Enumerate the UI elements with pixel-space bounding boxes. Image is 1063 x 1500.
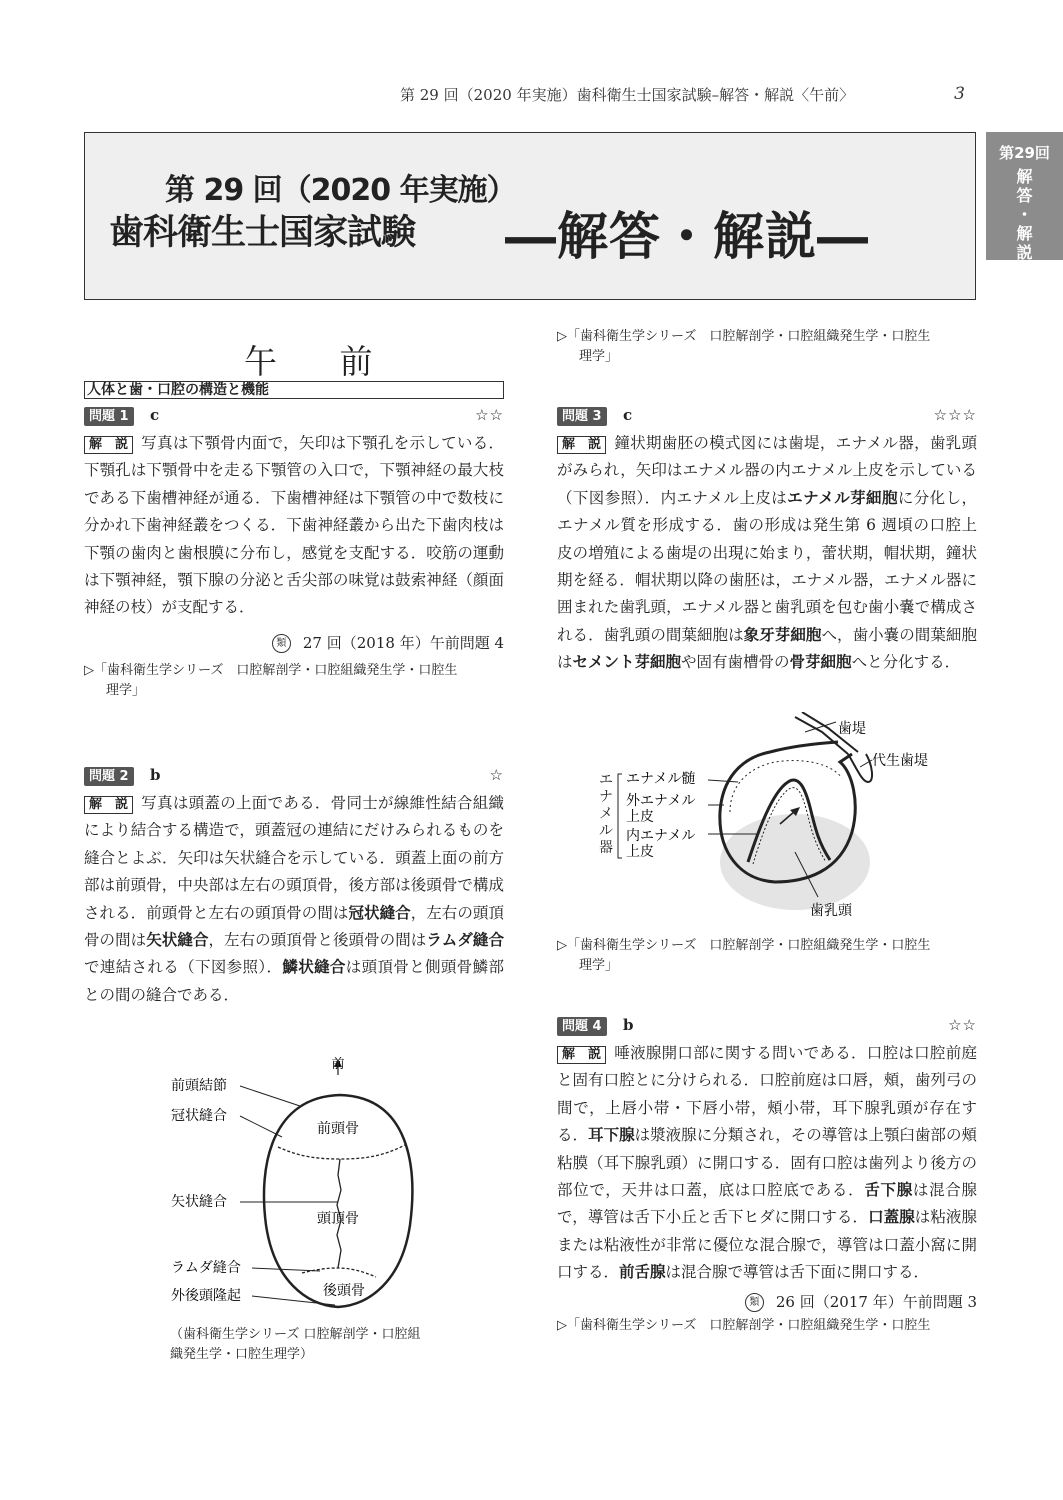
reference-q2 — [557, 327, 977, 367]
keyword: セメント芽細胞 — [572, 653, 682, 672]
text-run: は混合腺で，導管は舌下小丘と舌下ヒダに開口する． — [557, 1181, 977, 1227]
difficulty-stars: ☆☆ — [948, 1016, 977, 1034]
title-box — [84, 132, 976, 300]
label-kanjo-hogo: 冠状縫合 — [171, 1108, 227, 1124]
label-shitei: 歯堤 — [838, 721, 866, 737]
skull-figure — [160, 1055, 460, 1375]
label-enamel-organ: エナメル器 — [599, 772, 613, 856]
kaisetsu-label: 解 説 — [84, 436, 133, 454]
label-outer-enamel-2: 上皮 — [626, 809, 654, 825]
reference-line: ▷「歯科衛生学シリーズ 口腔解剖学・口腔組織発生学・口腔生 — [84, 663, 458, 679]
side-tab-bottom: 解 答 ・ 解 説 — [1016, 167, 1033, 262]
question-1-header — [84, 406, 504, 428]
label-lambda-hogo: ラムダ縫合 — [171, 1260, 241, 1276]
keyword: 口蓋腺 — [868, 1208, 915, 1227]
side-tab — [986, 132, 1063, 260]
answer: c — [623, 406, 633, 424]
keyword: 骨芽細胞 — [789, 653, 852, 672]
kaisetsu-label: 解 説 — [557, 1046, 606, 1064]
label-frontal-bone: 前頭骨 — [317, 1121, 359, 1137]
keyword: 前舌腺 — [619, 1263, 666, 1282]
reference-line: ▷「歯科衛生学シリーズ 口腔解剖学・口腔組織発生学・口腔生 — [557, 329, 931, 344]
question-3-header — [557, 406, 977, 428]
answer: b — [150, 766, 161, 784]
question-badge: 問題 2 — [84, 767, 134, 786]
keyword: 舌下腺 — [864, 1181, 913, 1200]
reference-line: 理学」 — [579, 958, 619, 973]
text-run: へ，歯小嚢の間葉細胞は — [557, 625, 977, 672]
text-run: は漿液腺に分類され，その導管は上顎臼歯部の頰粘膜（耳下腺乳頭）に開口する．固有口腔は歯列より後方の部位で，天井は口蓋，底は口腔底である． — [557, 1126, 977, 1200]
section-heading: 午 前 — [244, 342, 399, 381]
difficulty-stars: ☆ — [489, 766, 504, 784]
related-question — [84, 632, 504, 654]
text-run: は混合腺で導管は舌下面に開口する． — [665, 1263, 930, 1282]
answer: c — [150, 406, 160, 424]
keyword: 矢状縫合 — [146, 931, 209, 950]
text-run: は頭頂骨と側頭骨鱗部との間の縫合である． — [84, 958, 504, 1004]
group-bracket — [618, 774, 622, 858]
rui-icon: 類 — [745, 1293, 764, 1312]
label-zento-kessetsu: 前頭結節 — [171, 1078, 227, 1094]
question-1 — [84, 406, 504, 701]
explanation — [84, 430, 504, 622]
related-question-text: 27 回（2018 年）午前問題 4 — [302, 633, 504, 652]
text-run: に分化し，エナメル質を形成する．歯の形成は発生第 6 週頃の口腔上皮の増殖による歯堤の出現に始まり，蕾状期，帽状期，鐘状期を経る．帽状期以降の歯胚は，エナメル器，エナメル器に囲まれた歯乳頭，エナメル器と歯乳頭を包む歯小嚢で構成される．歯乳頭の間葉細胞は — [557, 488, 977, 644]
dental-papilla-shading — [720, 814, 870, 910]
label-dental-papilla: 歯乳頭 — [810, 903, 852, 919]
label-outer-enamel-1: 外エナメル — [626, 793, 696, 809]
front-label: 前 — [331, 1057, 345, 1072]
leader-line — [240, 1086, 300, 1106]
label-daisei-shitei: 代生歯堤 — [872, 753, 928, 769]
label-inner-enamel-2: 上皮 — [626, 844, 654, 860]
question-3 — [557, 406, 977, 677]
keyword: 耳下腺 — [588, 1126, 635, 1145]
text-run: や固有歯槽骨の — [681, 653, 790, 672]
keyword: 鱗状縫合 — [282, 958, 346, 977]
text-run: 唾液腺開口部に関する問いである．口腔は口腔前庭と固有口腔とに分けられる．口腔前庭は口唇，頰，歯列弓の間で，上唇小帯・下唇小帯，頰小帯，耳下腺乳頭が存在する． — [557, 1044, 977, 1145]
keyword: 象牙芽細胞 — [743, 625, 822, 644]
related-question-text: 26 回（2017 年）午前問題 3 — [775, 1292, 977, 1311]
title-line-1: 第 29 回（2020 年実施） — [165, 173, 516, 208]
running-title: 第 29 回（2020 年実施）歯科衛生士国家試験–解答・解説〈午前〉 — [400, 86, 855, 104]
title-line-3: ―解答・解説― — [505, 208, 870, 267]
label-enamel-pulp: エナメル髄 — [626, 771, 696, 787]
question-badge: 問題 4 — [557, 1017, 607, 1036]
question-2 — [84, 766, 504, 1009]
text-run: ，左右の頭頂骨と後頭骨の間は — [208, 931, 427, 950]
keyword: ラムダ縫合 — [426, 931, 504, 950]
rui-icon: 類 — [272, 634, 291, 653]
question-badge: 問題 3 — [557, 407, 607, 426]
text-run: は粘液腺または粘液性が非常に優位な混合腺で，導管は口蓋小窩に開口する． — [557, 1208, 977, 1282]
skull-diagram — [160, 1055, 460, 1325]
text-run: 写真は頭蓋の上面である．骨同士が線維性結合組織により結合する構造で，頭蓋冠の連結にだけみられるものを縫合とよぶ．矢印は矢状縫合を示している．頭蓋上面の前方部は前頭骨，中央部は左右の頭頂骨，後方部は後頭骨で構成される．前頭骨と左右の頭頂骨の間は — [84, 794, 504, 922]
caption-line: 織発生学・口腔生理学） — [170, 1347, 314, 1362]
kaisetsu-label: 解 説 — [557, 436, 606, 454]
text-run: 鐘状期歯胚の模式図には歯堤，エナメル器，歯乳頭がみられ，矢印はエナメル器の内エナメル上皮を示している（下図参照）．内エナメル上皮は — [557, 434, 977, 507]
stellate-reticulum — [730, 761, 842, 812]
explanation — [557, 430, 977, 677]
difficulty-stars: ☆☆☆ — [933, 406, 977, 424]
question-2-header — [84, 766, 504, 788]
title-line-2: 歯科衛生士国家試験 — [109, 213, 416, 253]
reference-line: 理学」 — [579, 349, 619, 364]
text-run: ，左右の頭頂骨の間は — [84, 903, 504, 950]
explanation — [557, 1040, 977, 1287]
reference-line: ▷「歯科衛生学シリーズ 口腔解剖学・口腔組織発生学・口腔生 — [557, 938, 931, 953]
leader-line — [240, 1116, 282, 1137]
question-4 — [557, 1016, 977, 1336]
explanation-text: 写真は下顎骨内面で，矢印は下顎孔を示している．下顎孔は下顎骨中を走る下顎管の入口で，下顎神経の最大枝である下歯槽神経が通る．下歯槽神経は下顎管の中で数枝に分かれ下歯神経叢をつくる．下歯神経叢から出た下歯肉枝は下顎の歯肉と歯根膜に分布し，感覚を支配する．咬筋の運動は下顎神経，顎下腺の分泌と舌尖部の味覚は鼓索神経（顔面神経の枝）が支配する． — [84, 434, 504, 617]
kaisetsu-label: 解 説 — [84, 796, 133, 814]
reference-line: 理学」 — [106, 683, 146, 699]
label-gaikoto-ryuki: 外後頭隆起 — [171, 1288, 241, 1304]
topic-heading: 人体と歯・口腔の構造と機能 — [84, 381, 504, 399]
reference-line: ▷「歯科衛生学シリーズ 口腔解剖学・口腔組織発生学・口腔生 — [557, 1318, 931, 1334]
keyword: 冠状縫合 — [348, 903, 411, 922]
reference-q3 — [557, 936, 977, 976]
difficulty-stars: ☆☆ — [475, 406, 504, 424]
running-header — [400, 84, 965, 105]
tooth-germ-diagram — [590, 712, 950, 927]
answer: b — [623, 1016, 634, 1034]
label-shijo-hogo: 矢状縫合 — [171, 1194, 227, 1210]
text-run: へと分化する． — [851, 653, 961, 672]
leader-line — [708, 780, 738, 782]
question-4-header — [557, 1016, 977, 1038]
side-tab-top: 第29回 — [999, 144, 1050, 162]
page-number: 3 — [954, 84, 965, 104]
label-occipital-bone: 後頭骨 — [323, 1283, 365, 1299]
keyword: エナメル芽細胞 — [787, 488, 898, 507]
explanation — [84, 790, 504, 1009]
reference — [557, 1316, 977, 1336]
caption-line: （歯科衛生学シリーズ 口腔解剖学・口腔組 — [170, 1327, 421, 1342]
figure-caption — [170, 1325, 460, 1365]
tooth-germ-figure — [590, 712, 950, 927]
label-parietal-bone: 頭頂骨 — [317, 1211, 359, 1227]
text-run: で連結される（下図参照）． — [84, 958, 283, 977]
related-question — [557, 1291, 977, 1313]
reference — [84, 661, 504, 701]
label-inner-enamel-1: 内エナメル — [626, 828, 696, 844]
question-badge: 問題 1 — [84, 407, 134, 426]
